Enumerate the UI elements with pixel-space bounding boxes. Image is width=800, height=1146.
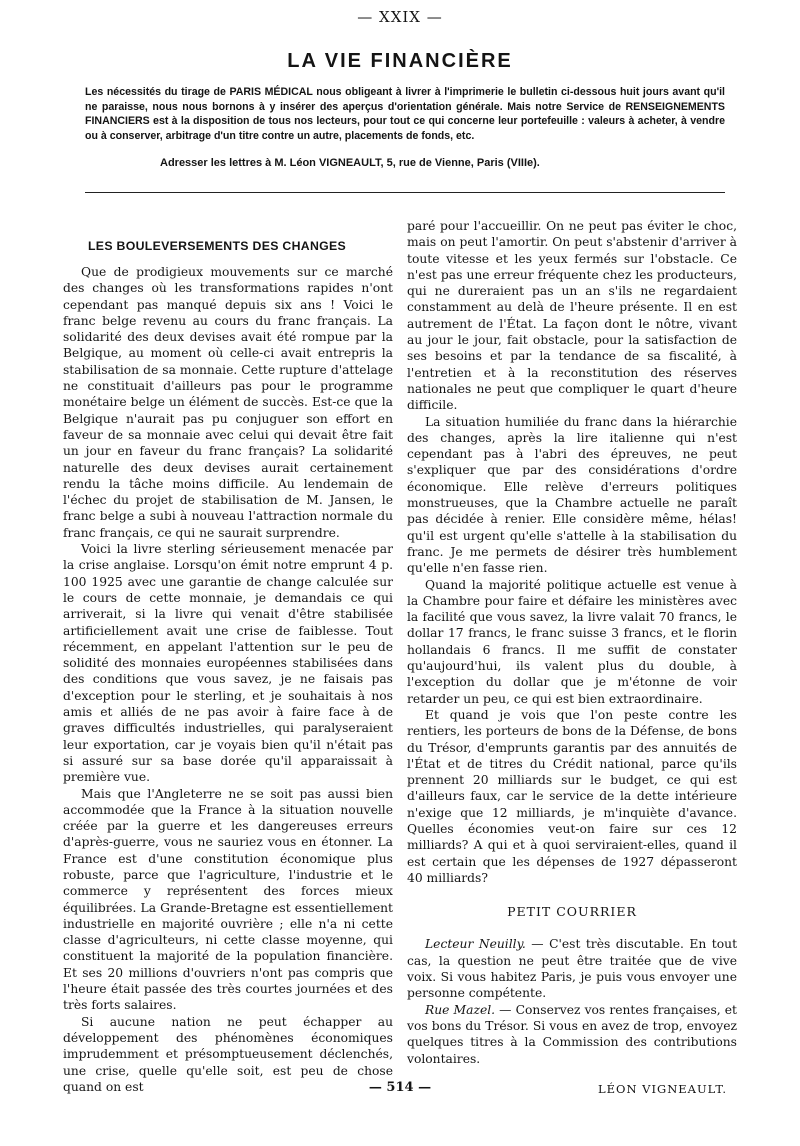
paragraph: paré pour l'accueillir. On ne peut pas éviter le choc, mais on peut l'amortir. On peut s'abstenir d'arriver à toute vitesse et les yeux fermés sur l'obstacle. Ce n'est pas une erreur fréquente chez les producteurs, qui ne dureraient pas un an s'ils ne regardaient constamment au delà de l'heure présente. Il en est autrement de l'État. La façon dont le nôtre, vivant au jour le jour, fait obstacle, pour la satisfaction de ses besoins et par la tendance de sa fiscalité, à l'entretien et à la reconstitution des réserves nationales ne peut que compliquer le quart d'heure difficile.	[407, 219, 737, 413]
courrier-entry	[407, 1002, 737, 1067]
correspondent-name: Lecteur Neuilly.	[425, 937, 526, 952]
header-divider	[85, 192, 725, 193]
page-title: LA VIE FINANCIÈRE	[287, 50, 513, 72]
paragraph: Quand la majorité politique actuelle est venue à la Chambre pour faire et défaire les ministères avec la facilité que vous savez, la livre valait 70 francs, le dollar 17 francs, le franc suisse 3 francs, et le florin hollandais 6 francs. Il me suffit de constater qu'aujourd'hui, ils valent plus du double, à l'exception du dollar que je m'étonne de voir retarder un peu, ce qui est bien extraordinaire.	[407, 577, 737, 706]
paragraph: Voici la livre sterling sérieusement menacée par la crise anglaise. Lorsqu'on émit notre emprunt 4 p. 100 1925 avec une garantie de change calculée sur le cours de cette monnaie, je demandais ce qui arriverait, si la livre qui venait d'être stabilisée artificiellement avait une crise de faiblesse. Tout récemment, en appelant l'attention sur le peu de solidité des monnaies européennes stabilisées dans des conditions que vous savez, je ne faisais pas d'exception pour le sterling, et je souhaitais à nos amis et alliés de ne pas avoir à faire face à de graves difficultés industrielles, qui paralyseraient leur exportation, car je voyais bien qu'il n'était pas si assuré sur sa base dorée qu'il apparaissait à première vue.	[63, 542, 393, 785]
courrier-entry	[407, 936, 737, 1001]
page-number: — 514 —	[368, 1080, 432, 1095]
page-number-roman: — XXIX —	[357, 8, 443, 26]
paragraph: Et quand je vois que l'on peste contre les rentiers, les porteurs de bons de la Défense, de bons du Trésor, d'emprunts garantis par des annuités de l'État et de titres du Crédit national, parce qu'ils prennent 20 milliards sur le budget, ce qui est d'ailleurs faux, car le service de la dette intérieure n'exige que 12 milliards, je m'inquiète d'avance. Quelles économies veut-on faire sur ces 12 milliards? A qui et à quoi serviraient-elles, quand il est certain que les dépenses de 1927 dépasseront 40 milliards?	[407, 707, 737, 885]
paragraph: Si aucune nation ne peut échapper au développement des phénomènes économiques imprudemment et présomptueusement déclenchés, une crise, quelle qu'elle soit, est peu de chose quand on est	[63, 1014, 393, 1094]
paragraph: La situation humiliée du franc dans la hiérarchie des changes, après la lire italienne qui n'est cependant pas à l'abri des épreuves, ne peut s'expliquer que par des considérations d'ordre économique. Elle relève d'erreurs politiques monstrueuses, que la Chambre actuelle ne paraît pas décidée à renier. Elle considère même, hélas! qu'il est urgent qu'elle s'attelle à la stabilisation du franc. Je me permets de désirer très humblement qu'elle n'en fasse rien.	[407, 414, 737, 576]
article-column-right	[407, 218, 737, 1097]
editorial-notice: Les nécessités du tirage de PARIS MÉDICAL nous obligeant à livrer à l'imprimerie le bulletin ci-dessous huit jours avant qu'il ne paraisse, nous nous bornons à y insérer des aperçus d'orientation générale. Mais notre Service de RENSEIGNEMENTS FINANCIERS est à la disposition de tous nos lecteurs, pour tout ce qui concerne leur portefeuille : valeurs à acheter, à vendre ou à conserver, arbitrage d'un titre contre un autre, placements de fonds, etc.	[85, 86, 725, 142]
paragraph: Mais que l'Angleterre ne se soit pas aussi bien accommodée que la France à la situation nouvelle créée par la guerre et les dangereuses erreurs d'après-guerre, vous ne sauriez vous en étonner. La France est d'une constitution économique plus robuste, parce que l'agriculture, l'industrie et le commerce y représentent des forces mieux équilibrées. La Grande-Bretagne est essentiellement industrielle en majorité ouvrière ; elle n'a ni cette classe d'agriculteurs, ni cette classe moyenne, qui constituent la majorité de la population financière. Et ses 20 millions d'ouvriers n'ont pas compris que l'heure était passée des très courtes journées et des très forts salaires.	[63, 786, 393, 1013]
paragraph: Que de prodigieux mouvements sur ce marché des changes où les transformations rapides n'ont cependant pas manqué depuis six ans ! Voici le franc belge revenu au cours du franc français. La solidarité des deux devises avait été rompue par la Belgique, au moment où celle-ci avait entrepris la stabilisation de sa monnaie. Cette rupture d'attelage ne constituait d'ailleurs pas pour le programme monétaire belge un élément de succès. Est-ce que la Belgique n'aurait pas pu conjuguer son effort en faveur de sa monnaie avec celui qui devait être fait un jour en faveur du franc français? La solidarité naturelle des deux devises aurait certainement rendu la tâche moins difficile. Au lendemain de l'échec du projet de stabilisation de M. Jansen, le franc belge a subi à nouveau l'attraction normale du franc français, ce qui ne saurait surprendre.	[63, 265, 393, 540]
correspondent-name: Rue Mazel.	[425, 1002, 496, 1017]
article-column-left	[63, 264, 393, 1095]
article-heading: LES BOULEVERSEMENTS DES CHANGES	[88, 239, 347, 253]
contact-address: Adresser les lettres à M. Léon VIGNEAULT, 5, rue de Vienne, Paris (VIIIe).	[160, 157, 540, 169]
courrier-heading: PETIT COURRIER	[507, 904, 637, 920]
courrier-reply: — Conservez vos rentes françaises, et vos bons du Trésor. Si vous en avez de trop, envoyez quelques titres à la Commission des contributions volontaires.	[407, 1002, 737, 1066]
author-signature: LÉON VIGNEAULT.	[597, 1081, 727, 1096]
courrier-reply: — C'est très discutable. En tout cas, la question ne peut être traitée que de vive voix. Si vous habitez Paris, je puis vous envoyer une personne compétente.	[407, 937, 738, 1001]
